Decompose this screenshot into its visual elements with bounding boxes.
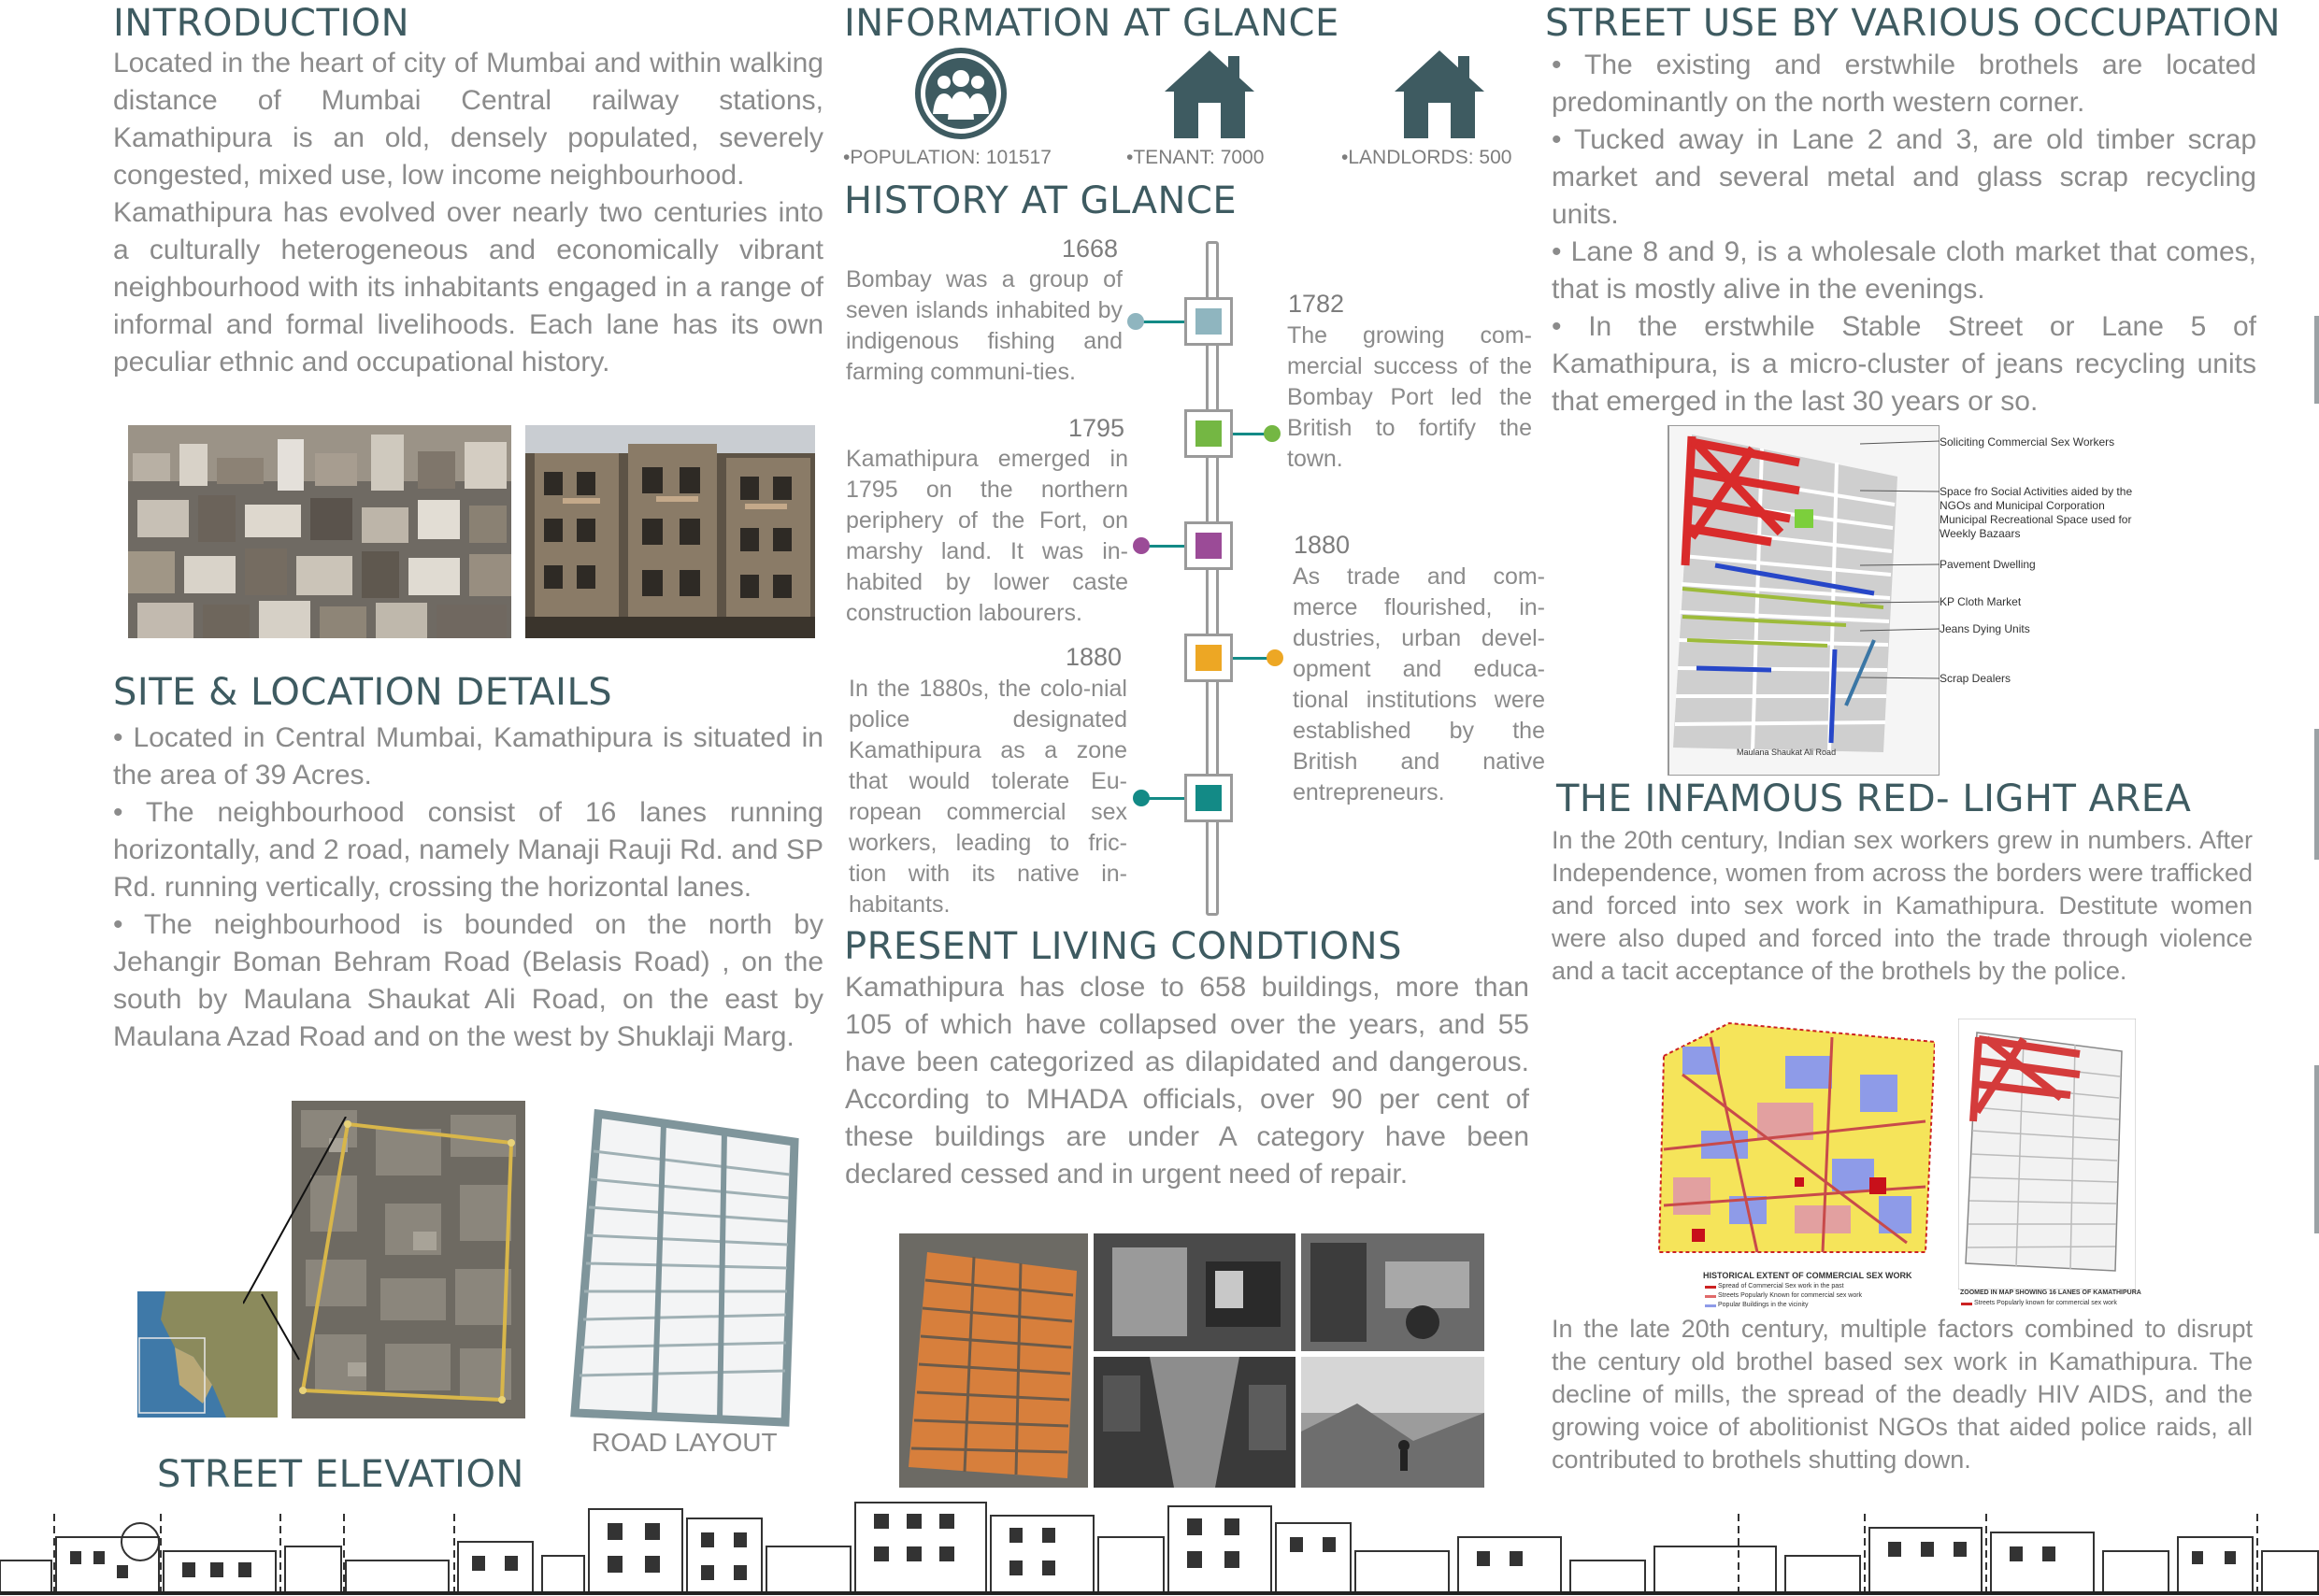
street-bullet-3: • Lane 8 and 9, is a wholesale cloth market that comes, that is mostly alive in the evenings. [1552, 234, 2256, 308]
zoomed-lanes-map [1958, 1019, 2136, 1290]
timeline-text: In the 1880s, the colo-nial police designated Kamathipura as a zone that would tolerate Eu-ropean commercial sex workers, leading to fric-tion with its native in-habitants. [849, 676, 1127, 918]
timeline-dot [1267, 649, 1283, 666]
right-edge-marker [2314, 316, 2319, 404]
timeline-connector [1233, 657, 1270, 660]
info-title: INFORMATION AT GLANCE [844, 2, 1339, 45]
site-title: SITE & LOCATION DETAILS [113, 671, 613, 714]
legend-pavement: Pavement Dwelling [1940, 558, 2036, 571]
intro-title: INTRODUCTION [113, 2, 410, 45]
house-icon [1391, 47, 1488, 140]
site-text [113, 720, 823, 1056]
right-edge-marker [2314, 729, 2319, 860]
street-bullet-1: • The existing and erstwhile brothels are located predominantly on the north western corner. [1552, 47, 2256, 121]
intro-text [113, 45, 823, 381]
timeline-dot [1264, 425, 1281, 442]
map1-legend-swatch [1705, 1304, 1716, 1307]
timeline-year: 1880 [1294, 531, 1351, 559]
timeline-connector [1142, 321, 1184, 323]
timeline-dot [1133, 790, 1150, 806]
intro-paragraph-2: Kamathipura has evolved over nearly two centuries into a culturally heterogeneous and economically vibrant neighbourhood with its inhabitants engaged in a range of informal and formal livelihoods. Each lane has its own peculiar ethnic and occupational history. [113, 197, 823, 378]
timeline-text: Bombay was a group of seven islands inhabited by indigenous fishing and farming communi-ties. [846, 266, 1123, 385]
legend-soliciting: Soliciting Commercial Sex Workers [1940, 435, 2115, 449]
redlight-text-1: In the 20th century, Indian sex workers grew in numbers. After Independence, women from across the borders were trafficked and forced into sex work in Kamathipura. Destitute women were also duped and forced into the trade through violence and a tacit acceptance of the brothels by the police. [1552, 826, 2253, 985]
map1-legend-2: Streets Popularly Known for commercial sex work [1718, 1292, 1863, 1299]
house-icon [1161, 47, 1258, 140]
timeline-node [1184, 634, 1233, 682]
timeline-connector [1148, 545, 1184, 548]
timeline-node [1184, 297, 1233, 346]
timeline-year: 1668 [1062, 235, 1119, 263]
map1-legend-3: Popular Buildings in the vicinity [1718, 1302, 1809, 1308]
landlords-stat: • LANDLORDS: 500 [1341, 147, 1511, 169]
site-bullet-3: • The neighbourhood is bounded on the north by Jehangir Boman Behram Road (Belasis Road) , on the south by Maulana Shaukat Ali Road, on the east by Maulana Azad Road and on the west by Shuklaji Marg. [113, 906, 823, 1056]
zoom-leader-lines [243, 1117, 355, 1378]
street-elevation-drawing [0, 1495, 2319, 1596]
legend-ngo-space: Space fro Social Activities aided by the NGOs and Municipal Corporation [1940, 485, 2133, 512]
legend-jeans: Jeans Dying Units [1940, 622, 2030, 635]
legend-cloth-market: KP Cloth Market [1940, 595, 2022, 608]
street-bullet-4: • In the erstwhile Stable Street or Lane 5 of Kamathipura, is a micro-cluster of jeans recycling units that emerged in the last 30 years or so. [1552, 308, 2256, 420]
timeline-node [1184, 774, 1233, 822]
map1-legend-1: Spread of Commercial Sex work in the past [1718, 1283, 1844, 1290]
map2-caption: ZOOMED IN MAP SHOWING 16 LANES OF KAMATHIPURA [1960, 1290, 2141, 1296]
redlight-text-2: In the late 20th century, multiple factors combined to disrupt the century old brothel based sex work in Kamathipura. The decline of mills, the spread of the deadly HIV AIDS, and the growing voice of abolitionist NGOs that aided police raids, all contributed to brothels shutting down. [1552, 1315, 2253, 1474]
present-title: PRESENT LIVING CONDTIONS [844, 925, 1402, 968]
map-road-label: Maulana Shaukat Ali Road [1737, 748, 1837, 757]
legend-scrap: Scrap Dealers [1940, 672, 2011, 685]
map1-legend-swatch [1705, 1295, 1716, 1298]
legend-leader-lines [1860, 430, 1940, 687]
timeline-node [1184, 521, 1233, 570]
site-bullet-1: • Located in Central Mumbai, Kamathipura is situated in the area of 39 Acres. [113, 720, 823, 794]
timeline-text: As trade and com-merce flourished, in-dustries, urban devel-opment and educa-tional institutions were established by the British and native entrepreneurs. [1293, 563, 1545, 805]
timeline-year: 1880 [1066, 643, 1123, 671]
street-use-text [1552, 47, 2256, 420]
timeline-year: 1795 [1068, 414, 1125, 442]
street-use-title: STREET USE BY VARIOUS OCCUPATION [1545, 2, 2282, 45]
road-layout-map [561, 1104, 806, 1432]
timeline-dot [1127, 313, 1144, 330]
timeline-text: The growing com-mercial success of the Bombay Port led the British to fortify the town. [1287, 322, 1532, 472]
map2-legend-swatch [1961, 1303, 1972, 1305]
timeline-connector [1233, 433, 1267, 435]
people-icon [914, 47, 1008, 140]
orange-site-map-photo [899, 1233, 1088, 1488]
map1-caption: HISTORICAL EXTENT OF COMMERCIAL SEX WORK [1703, 1271, 1912, 1280]
intro-paragraph-1: Located in the heart of city of Mumbai and within walking distance of Mumbai Central railway stations, Kamathipura is an old, densely populated, severely congested, mixed use, low income neighbourhood. [113, 48, 823, 191]
aerial-photo [128, 425, 511, 638]
present-text: Kamathipura has close to 658 buildings, more than 105 of which have collapsed over the years, and 55 have been categorized as dilapidated and dangerous. According to MHADA officials, over 90 per cent of these buildings are under A category have been declared cessed and in urgent need of repair. [845, 972, 1529, 1190]
lane-photo [1094, 1357, 1295, 1488]
timeline-dot [1133, 537, 1150, 554]
redlight-title: THE INFAMOUS RED- LIGHT AREA [1556, 777, 2192, 820]
interior-photo-2 [1301, 1233, 1484, 1351]
historical-extent-map [1645, 1019, 1935, 1290]
tenant-stat: • TENANT: 7000 [1126, 147, 1264, 169]
street-bullet-2: • Tucked away in Lane 2 and 3, are old timber scrap market and several metal and glass scrap recycling units. [1552, 121, 2256, 234]
interior-photo-1 [1094, 1233, 1295, 1351]
map2-legend-1: Streets Popularly known for commercial sex work [1974, 1300, 2117, 1306]
timeline-text: Kamathipura emerged in 1795 on the northern periphery of the Fort, on marshy land. It was in-habited by lower caste construction labourers. [846, 446, 1128, 626]
road-layout-caption: ROAD LAYOUT [592, 1428, 778, 1457]
timeline-connector [1148, 797, 1184, 800]
history-title: HISTORY AT GLANCE [844, 179, 1238, 222]
legend-recreational: Municipal Recreational Space used for Weekly Bazaars [1940, 513, 2132, 540]
street-child-photo [1301, 1357, 1484, 1488]
street-elevation-title: STREET ELEVATION [157, 1453, 524, 1496]
population-stat: • POPULATION: 101517 [843, 147, 1052, 169]
timeline-year: 1782 [1288, 290, 1345, 318]
site-bullet-2: • The neighbourhood consist of 16 lanes running horizontally, and 2 road, namely Manaji Rauji Rd. and SP Rd. running vertically, crossing the horizontal lanes. [113, 794, 823, 906]
right-edge-marker [2314, 1065, 2319, 1233]
chawl-building-photo [525, 425, 815, 638]
map1-legend-swatch [1705, 1286, 1716, 1289]
timeline-node [1184, 409, 1233, 458]
